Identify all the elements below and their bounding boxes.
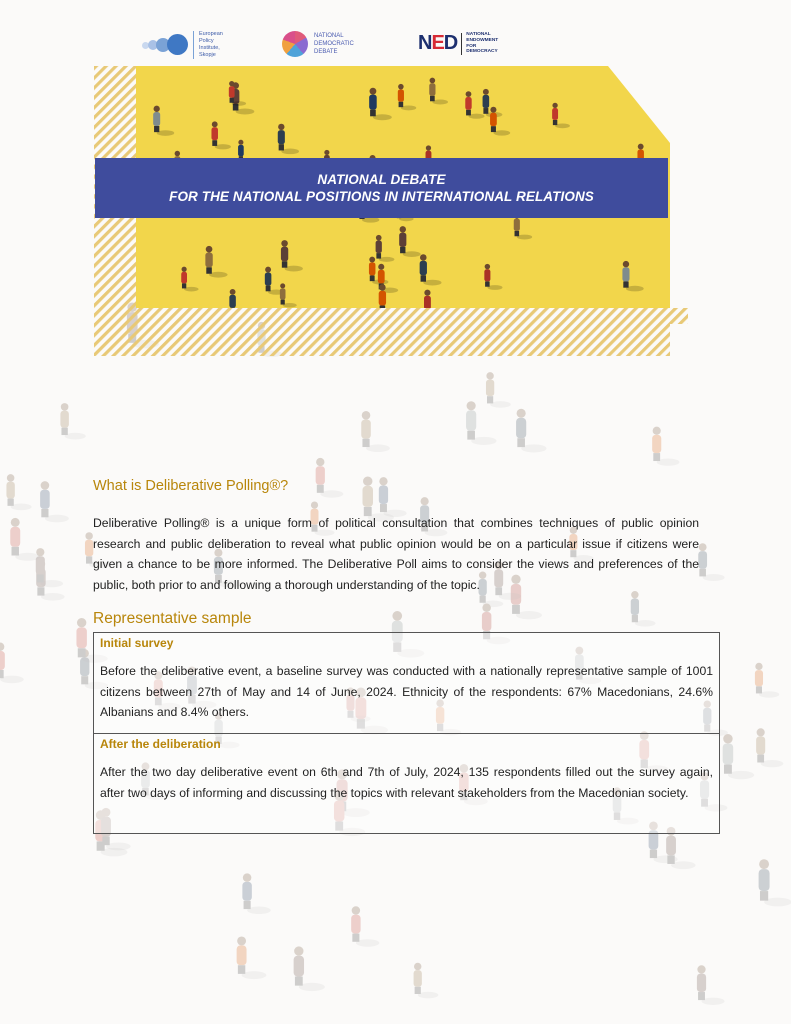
partner-logos — [0, 28, 791, 68]
epi-logo-line: Institute, — [199, 45, 220, 51]
initial-survey-section — [94, 633, 719, 734]
what-is-heading: What is Deliberative Polling®? — [93, 478, 289, 494]
section-body: After the two day deliberative event on 6th and 7th of July, 2024, 135 respondents filled out the survey again, after two days of informing and discussing the topics with relevant stakeholders from the Macedonian society. — [100, 765, 713, 800]
ned-logo-line: ENDOWMENT — [466, 37, 499, 43]
after-deliberation-section — [94, 734, 719, 834]
ned-logo-line: FOR — [466, 43, 477, 49]
title-banner — [95, 158, 668, 218]
ned-wordmark: NED — [418, 32, 458, 54]
banner-title-line1: NATIONAL DEBATE — [317, 172, 446, 187]
epi-circles-icon — [142, 33, 188, 57]
ndd-globe-icon — [282, 31, 308, 57]
ned-logo-line: NATIONAL — [466, 32, 491, 38]
ndd-logo-line: NATIONAL — [314, 33, 344, 39]
intro-paragraph: Deliberative Polling® is a unique form of political consultation that combines techniques of public opinion research and public deliberation to reveal what public opinion would be on a particular issue if citizens were given a chance to be more informed. The Deliberative Poll aims to consider the views and preferences of the public, both prior to and following a thorough understanding of the topic. — [93, 516, 699, 592]
ned-logo — [418, 32, 498, 55]
ned-logo-line: DEMOCRACY — [466, 49, 498, 55]
epi-logo — [142, 31, 223, 59]
section-body: Before the deliberative event, a baseline survey was conducted with a nationally representative sample of 1001 citizens between 27th of May and 14 of June, 2024. Ethnicity of the respondents: 67% Macedonians, 24.6% Albanians and 8.4% others. — [100, 664, 713, 719]
ndd-logo-line: DEMOCRATIC — [314, 41, 354, 47]
epi-logo-line: European — [199, 31, 223, 37]
representative-sample-table — [93, 632, 720, 834]
epi-logo-line: Policy — [199, 38, 214, 44]
section-title: After the deliberation — [100, 737, 221, 751]
banner-title-line2: FOR THE NATIONAL POSITIONS IN INTERNATIONAL RELATIONS — [169, 189, 594, 204]
epi-logo-line: Skopje — [199, 52, 216, 58]
ndd-logo — [282, 31, 354, 57]
representative-sample-heading: Representative sample — [93, 610, 252, 627]
section-title: Initial survey — [100, 636, 174, 650]
ndd-logo-line: DEBATE — [314, 49, 338, 55]
